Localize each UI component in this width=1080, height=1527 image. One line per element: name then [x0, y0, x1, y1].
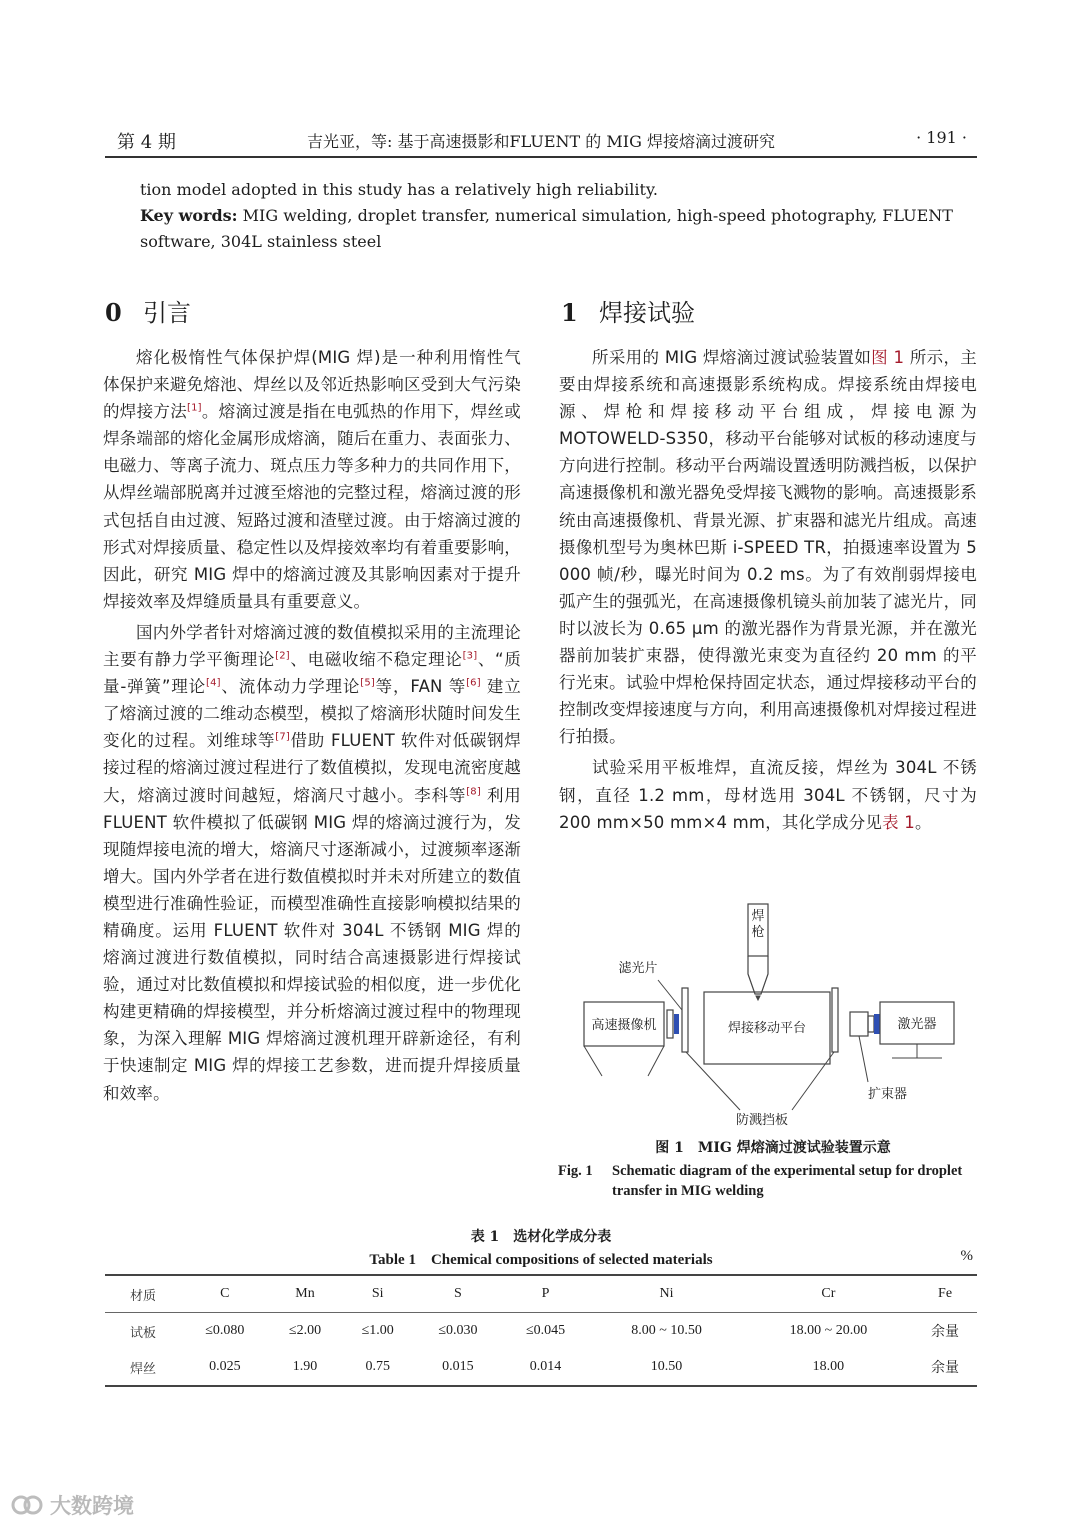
expander-label: 扩束器 [868, 1087, 908, 1102]
filter-leader [658, 980, 682, 1010]
table-cell: 18.00 ~ 20.00 [789, 1323, 868, 1338]
table-header-cell: Fe [913, 1275, 977, 1313]
watermark-text: 大数跨境 [50, 1494, 134, 1518]
table-cell: 0.015 [414, 1349, 502, 1386]
table-cell: 余量 [931, 1325, 960, 1340]
figure-1-link[interactable]: 图 1 [871, 348, 905, 367]
intro-paragraph-1: 熔化极惰性气体保护焊(MIG 焊)是一种利用惰性气体保护来避免熔池、焊丝以及邻近热影响区受到大气污染的焊接方法[1]。熔滴过渡是指在电弧热的作用下，焊丝或焊条端部的熔化金属形成熔滴，随后在重力、表面张力、电磁力、等离子流力、斑点压力等多种力的共同作用下，从焊丝端部脱离并过渡至熔池的完整过程，熔滴过渡的形式包括自由过渡、短路过渡和渣壁过渡。由于熔滴过渡的形式对焊接质量、稳定性以及焊接效率均有着重要影响，因此，研究 MIG 焊中的熔滴过渡及其影响因素对于提升焊接效率及焊缝质量具有重要意义。 [103, 348, 521, 611]
citation-2[interactable]: [2] [275, 650, 290, 662]
expander [850, 1012, 868, 1036]
keywords-text: MIG welding, droplet transfer, numerical simulation, high-speed photography, FLUENT software, 304L stainless steel [140, 206, 953, 251]
table-cell: 8.00 ~ 10.50 [631, 1323, 702, 1338]
figure-1 [562, 898, 992, 1138]
table-cell: 0.014 [502, 1349, 590, 1386]
expander-leader [859, 1036, 868, 1082]
citation-4[interactable]: [4] [206, 677, 221, 689]
table-cell: ≤1.00 [361, 1323, 394, 1338]
table-header-cell: 材质 [105, 1275, 181, 1313]
table-row [105, 1313, 977, 1350]
camera-lens [667, 1010, 673, 1038]
section-1-heading [561, 294, 977, 332]
figure-1-caption-en [558, 1161, 988, 1201]
table-header-cell: P [502, 1275, 590, 1313]
table-cell: 18.00 [744, 1349, 913, 1386]
keywords-label: Key words: [140, 206, 238, 225]
torch-tip [756, 996, 760, 1000]
citation-5[interactable]: [5] [360, 677, 376, 689]
issue-number: 第 4 期 [117, 132, 176, 153]
composition-table [105, 1274, 977, 1387]
figure-1-caption-zh: 图 1 MIG 焊熔滴过渡试验装置示意 [655, 1140, 891, 1156]
table-cell: 焊丝 [105, 1349, 181, 1386]
section-0-number: 0 [105, 298, 122, 327]
right-shield [832, 988, 838, 1052]
watermark-logo-icon [10, 1494, 44, 1516]
table-header-cell: Ni [589, 1275, 743, 1313]
table-cell: ≤0.080 [205, 1323, 245, 1338]
laser-window [874, 1014, 880, 1034]
running-head [105, 128, 977, 154]
table-cell: 0.75 [341, 1349, 414, 1386]
citation-1[interactable]: [1] [187, 402, 202, 414]
table-cell: ≤0.045 [525, 1323, 566, 1338]
citation-8[interactable]: [8] [466, 786, 481, 797]
table-1-unit: % [960, 1248, 973, 1264]
experiment-paragraph-2: 试验采用平板堆焊，直流反接，焊丝为 304L 不锈钢，直径 1.2 mm，母材选用 304L 不锈钢，尺寸为 200 mm×50 mm×4 mm，其化学成分见表 1。 [559, 758, 977, 832]
expander-neck [868, 1016, 874, 1032]
platform-label: 焊接移动平台 [727, 1021, 807, 1036]
watermark [10, 1490, 134, 1520]
table-1-caption [105, 1226, 977, 1269]
table-cell: ≤0.030 [438, 1323, 478, 1338]
experiment-paragraph-1: 所采用的 MIG 焊熔滴过渡试验装置如图 1 所示，主要由焊接系统和高速摄影系统构成。焊接系统由焊接电源、焊枪和焊接移动平台组成，焊接电源为 MOTOWELD-S350，移动平台能够对试板的移动速度与方向进行控制。移动平台两端设置透明防溅挡板，以保护高速摄像机和激光器免受焊接飞溅物的影响。高速摄影系统由高速摄像机、背景光源、扩束器和滤光片组成。高速摄像机型号为奥林巴斯 i-SPEED TR，拍摄速率设置为 5 000 帧/秒，曝光时间为 0.2 ms。为了有效削弱焊接电弧产生的强弧光，在高速摄像机镜头前加装了滤光片，同时以波长为 0.65 μm 的激光器作为背景光源，并在激光器前加装扩束器，使得激光束变为直径约 20 mm 的平行光束。试验中焊枪保持固定状态，通过焊接移动平台的控制改变焊接速度与方向，利用高速摄像机对焊接过程进行拍摄。 [559, 348, 977, 747]
laser-label: 激光器 [897, 1017, 937, 1032]
header-rule [105, 156, 977, 158]
table-cell: 10.50 [589, 1349, 743, 1386]
camera-label: 高速摄像机 [591, 1018, 657, 1033]
figure-1-caption-text: Schematic diagram of the experimental setup for droplet transfer in MIG welding [612, 1163, 963, 1199]
figure-1-caption [558, 1137, 988, 1201]
keywords [140, 203, 960, 255]
abstract-last-line: tion model adopted in this study has a relatively high reliability. [140, 180, 658, 199]
abstract-tail [140, 177, 960, 255]
left-column [103, 294, 521, 1107]
table-header-cell: S [414, 1275, 502, 1313]
table-cell: 0.025 [181, 1349, 269, 1386]
shield-label: 防溅挡板 [735, 1113, 789, 1128]
shield-leader-right [792, 1052, 834, 1110]
table-header-cell: C [181, 1275, 269, 1313]
table-cell: 余量 [913, 1349, 977, 1386]
table-header-cell: Mn [269, 1275, 342, 1313]
figure-1-caption-label: Fig. 1 [558, 1163, 593, 1179]
table-1-caption-zh: 表 1 选材化学成分表 [470, 1229, 612, 1245]
camera-stand-2 [648, 1046, 664, 1076]
table-1-link[interactable]: 表 1 [882, 812, 915, 832]
table-cell: 1.90 [269, 1349, 342, 1386]
table-cell: ≤2.00 [288, 1323, 322, 1338]
citation-7[interactable]: [7] [275, 731, 291, 743]
table-header-row [105, 1275, 977, 1313]
section-1-number: 1 [561, 298, 578, 327]
shield-leader-left [686, 1052, 740, 1110]
filter-label: 滤光片 [618, 961, 658, 976]
running-title: 吉光亚，等: 基于高速摄影和FLUENT 的 MIG 焊接熔滴过渡研究 [307, 132, 775, 151]
setup-schematic [562, 898, 992, 1138]
table-header-cell: Cr [744, 1275, 913, 1313]
table-row [105, 1349, 977, 1386]
citation-3[interactable]: [3] [462, 650, 478, 662]
filter [674, 1014, 679, 1034]
torch-nozzle [748, 956, 768, 994]
intro-paragraph-2: 国内外学者针对熔滴过渡的数值模拟采用的主流理论主要有静力学平衡理论[2]、电磁收缩不稳定理论[3]、“质量-弹簧”理论[4]、流体动力学理论[5]等，FAN 等[6] 建立了熔滴过渡的二维动态模型，模拟了熔滴形状随时间发生变化的过程。刘维球等[7]借助 FLUENT 软件对低碳钢焊接过程的熔滴过渡过程进行了数值模拟，发现电流密度越大，熔滴过渡时间越短，熔滴尺寸越小。李科等[8] 利用 FLUENT 软件模拟了低碳钢 MIG 焊的熔滴过渡行为，发现随焊接电流的增大，熔滴尺寸逐渐减小，过渡频率逐渐增大。国内外学者在进行数值模拟时并未对所建立的数值模型进行准确性验证，而模型准确性直接影响模拟结果的精确度。运用 FLUENT 软件对 304L 不锈钢 MIG 焊的熔滴过渡进行数值模拟，同时结合高速摄影进行焊接试验，通过对比数值模拟和焊接试验的相似度，进一步优化构建更精确的焊接模型，并分析熔滴过渡过程中的物理现象，为深入理解 MIG 焊熔滴过渡机理开辟新途径，有利于快速制定 MIG 焊的焊接工艺参数，进而提升焊接质量和效率。 [103, 622, 522, 1103]
section-1-title: 焊接试验 [599, 299, 695, 327]
table-1-caption-en: Table 1 Chemical compositions of selected materials [369, 1252, 713, 1268]
section-0-heading [105, 294, 521, 332]
table-header-cell: Si [341, 1275, 414, 1313]
torch-label-2: 枪 [751, 925, 765, 940]
right-column [559, 294, 977, 836]
camera-stand [584, 1046, 602, 1076]
page-number: · 191 · [916, 128, 967, 147]
left-shield [682, 988, 688, 1052]
citation-6[interactable]: [6] [466, 677, 481, 689]
table-cell: 试板 [129, 1325, 156, 1341]
torch-label-1: 焊 [751, 909, 765, 924]
section-0-title: 引言 [143, 299, 191, 327]
